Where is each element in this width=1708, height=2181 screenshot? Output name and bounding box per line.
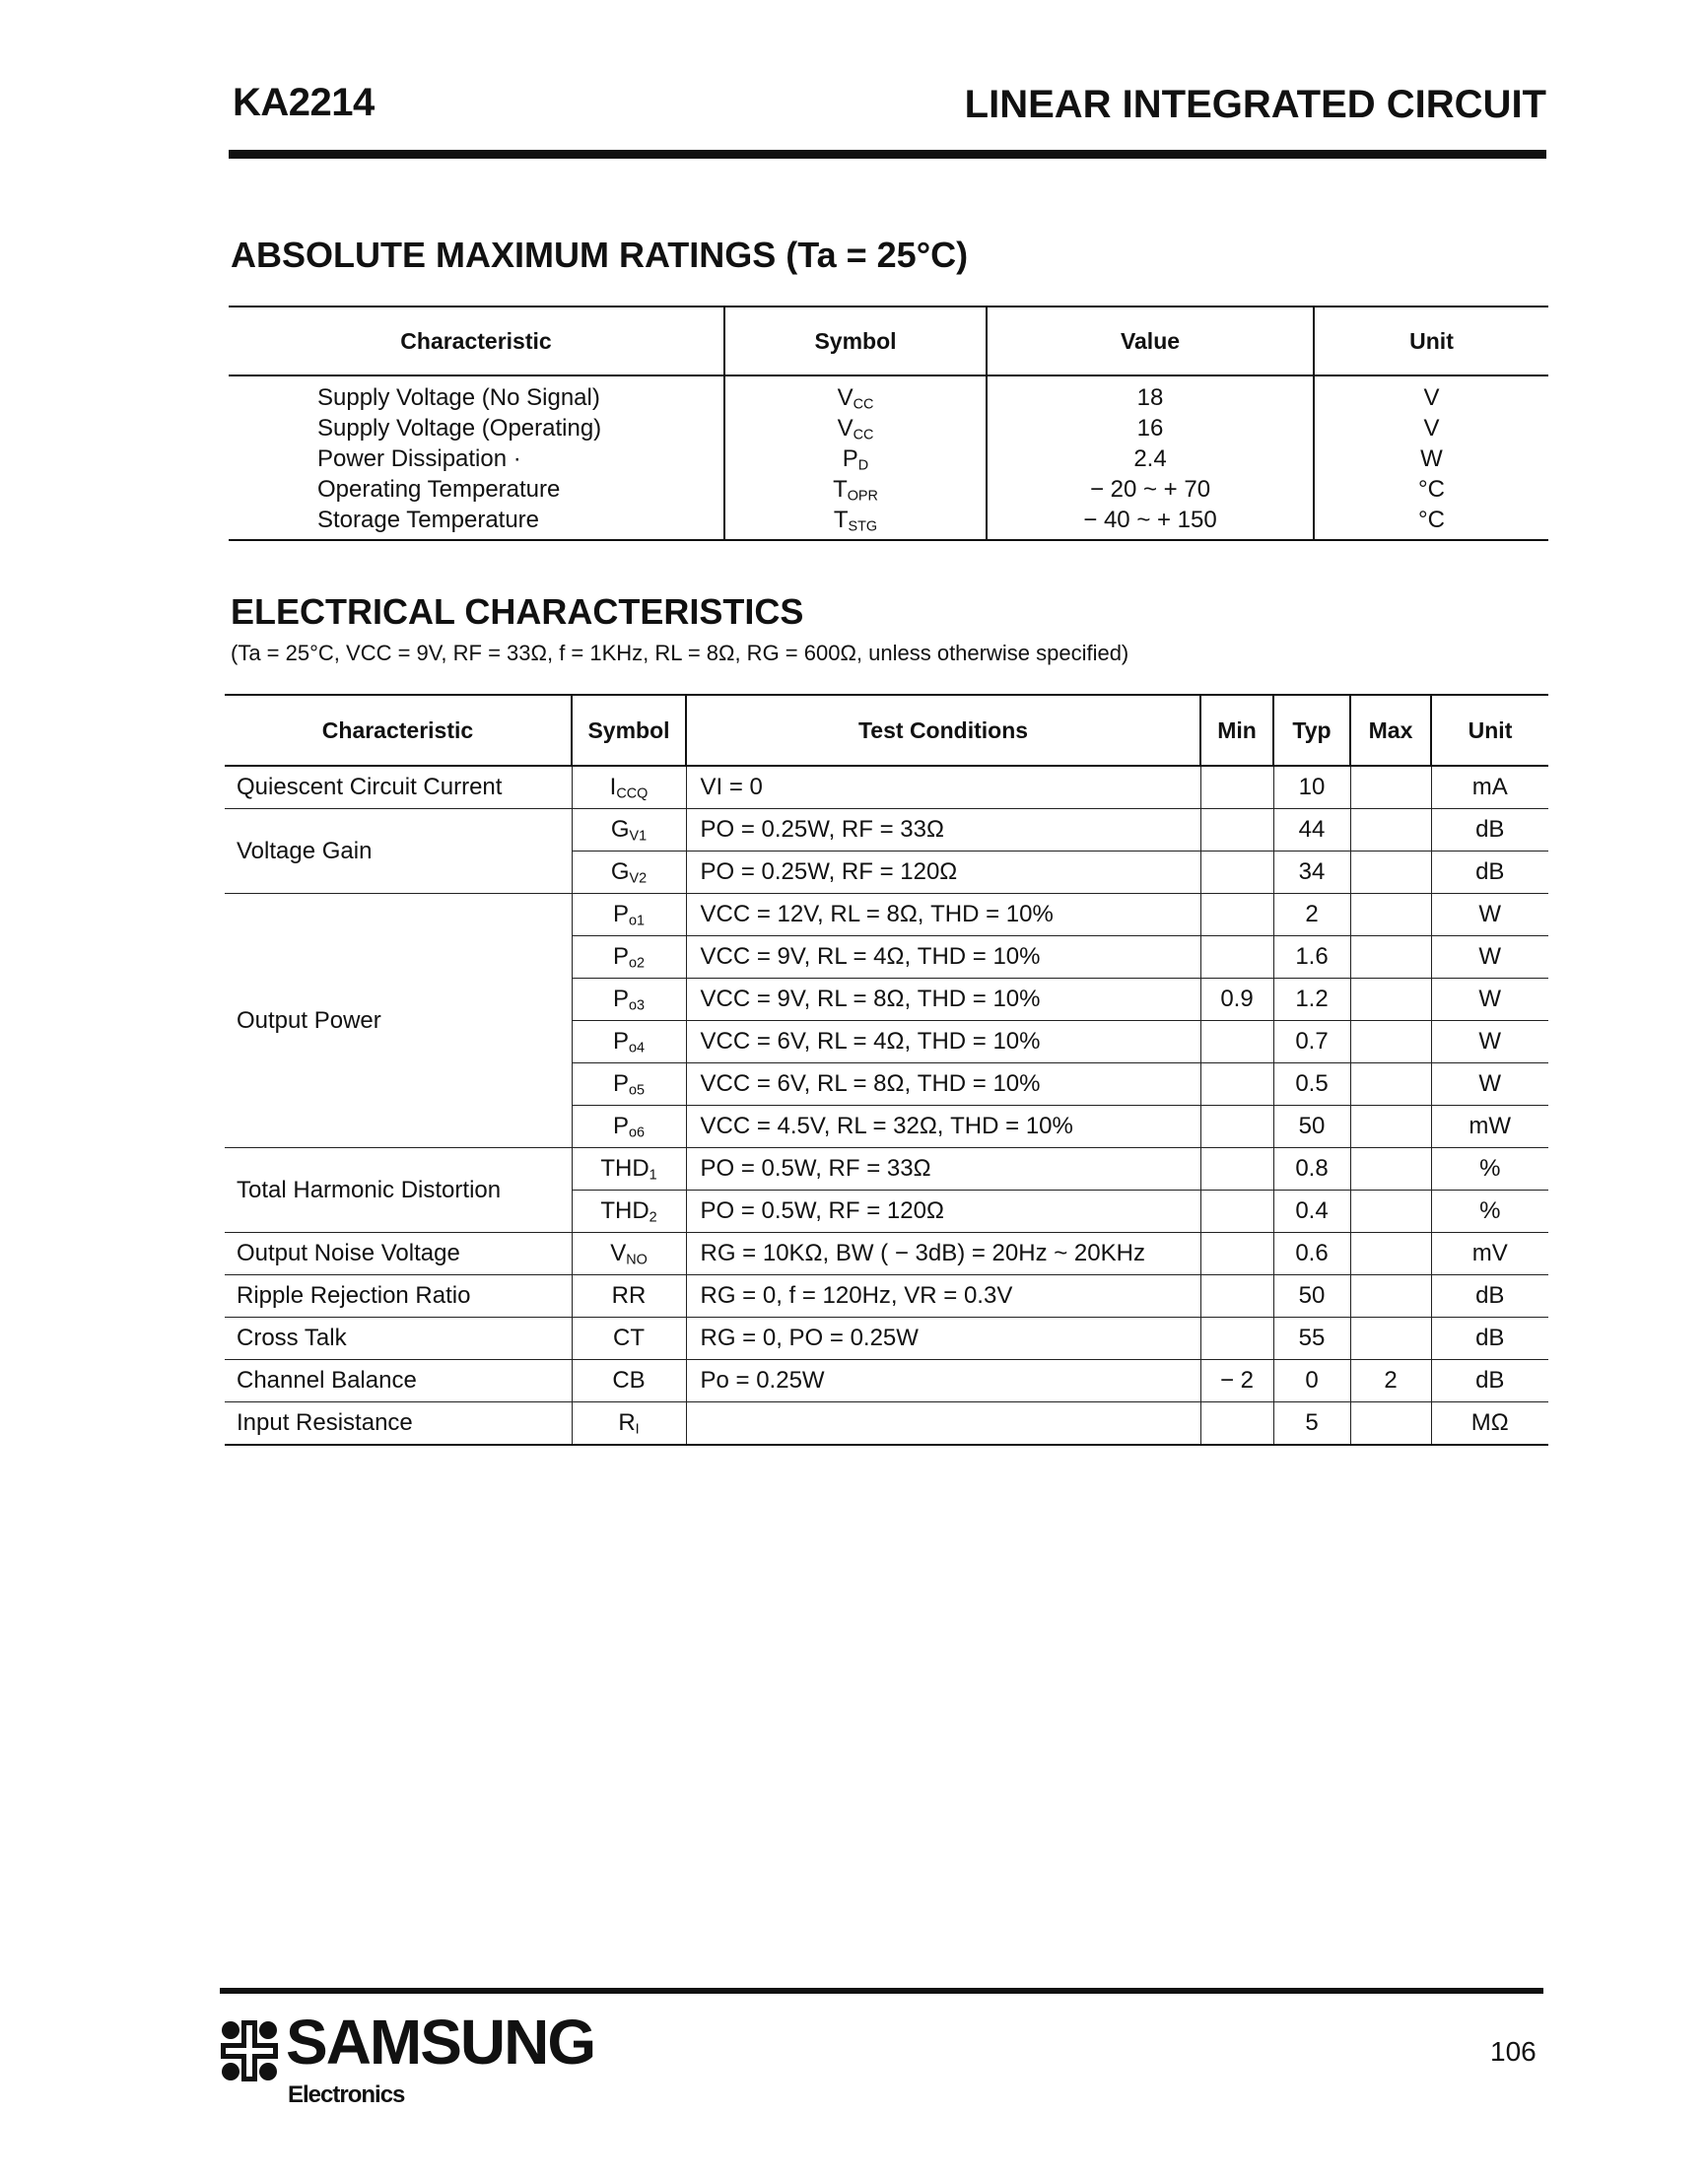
conditions-cell: VCC = 12V, RL = 8Ω, THD = 10%: [686, 894, 1200, 936]
characteristic-cell: Storage Temperature: [317, 506, 540, 533]
typ-cell: 34: [1273, 852, 1350, 894]
max-cell: [1350, 1318, 1431, 1360]
brand-subtitle: Electronics: [288, 2081, 405, 2108]
conditions-cell: VI = 0: [686, 766, 1200, 809]
symbol-cell: $R_I$: [572, 1402, 686, 1446]
max-cell: [1350, 936, 1431, 979]
min-cell: [1200, 894, 1273, 936]
table-row: [225, 1360, 1548, 1402]
min-cell: [1200, 1191, 1273, 1233]
typ-cell: 44: [1273, 809, 1350, 852]
min-cell: [1200, 1318, 1273, 1360]
characteristic-cell: Input Resistance: [225, 1402, 572, 1446]
table-row: [229, 375, 1548, 413]
typ-cell: 0.7: [1273, 1021, 1350, 1063]
absolute-maximum-ratings-table: [229, 306, 1548, 541]
typ-cell: 0.8: [1273, 1148, 1350, 1191]
conditions-cell: Po = 0.25W: [686, 1360, 1200, 1402]
symbol-cell: $P_D$: [724, 443, 987, 474]
characteristic-cell: Channel Balance: [225, 1360, 572, 1402]
characteristic-cell: Supply Voltage (Operating): [317, 414, 602, 442]
symbol-cell: RR: [572, 1275, 686, 1318]
symbol-cell: $V_{NO}$: [572, 1233, 686, 1275]
unit-cell: V: [1314, 413, 1548, 443]
max-cell: [1350, 1106, 1431, 1148]
min-cell: [1200, 809, 1273, 852]
max-cell: 2: [1350, 1360, 1431, 1402]
symbol-cell: $P_{o2}$: [572, 936, 686, 979]
unit-cell: mA: [1431, 766, 1548, 809]
unit-cell: °C: [1314, 474, 1548, 505]
symbol-cell: $G_{V2}$: [572, 852, 686, 894]
column-header: Characteristic: [225, 695, 572, 766]
min-cell: 0.9: [1200, 979, 1273, 1021]
characteristic-cell: Total Harmonic Distortion: [225, 1148, 572, 1233]
table-row: [225, 1275, 1548, 1318]
typ-cell: 1.2: [1273, 979, 1350, 1021]
symbol-cell: CT: [572, 1318, 686, 1360]
samsung-logo-icon: [221, 2020, 278, 2081]
max-cell: [1350, 1191, 1431, 1233]
column-header: Min: [1200, 695, 1273, 766]
min-cell: [1200, 1063, 1273, 1106]
typ-cell: 10: [1273, 766, 1350, 809]
value-cell: 18: [987, 375, 1314, 413]
column-header: Value: [987, 307, 1314, 375]
characteristic-cell: Voltage Gain: [225, 809, 572, 894]
table-row: [225, 1148, 1548, 1191]
unit-cell: W: [1431, 894, 1548, 936]
conditions-cell: VCC = 9V, RL = 8Ω, THD = 10%: [686, 979, 1200, 1021]
unit-cell: W: [1314, 443, 1548, 474]
max-cell: [1350, 766, 1431, 809]
min-cell: [1200, 766, 1273, 809]
min-cell: [1200, 852, 1273, 894]
typ-cell: 0: [1273, 1360, 1350, 1402]
symbol-cell: $P_{o6}$: [572, 1106, 686, 1148]
table-row: [225, 766, 1548, 809]
value-cell: 2.4: [987, 443, 1314, 474]
symbol-cell: $V_{CC}$: [724, 375, 987, 413]
typ-cell: 50: [1273, 1275, 1350, 1318]
column-header: Characteristic: [229, 307, 724, 375]
unit-cell: mV: [1431, 1233, 1548, 1275]
conditions-cell: [686, 1402, 1200, 1446]
test-conditions-note: (Ta = 25°C, VCC = 9V, RF = 33Ω, f = 1KHz, RL = 8Ω, RG = 600Ω, unless otherwise specified): [231, 641, 1129, 665]
column-header: Symbol: [572, 695, 686, 766]
typ-cell: 0.4: [1273, 1191, 1350, 1233]
min-cell: [1200, 1148, 1273, 1191]
column-header: Symbol: [724, 307, 987, 375]
unit-cell: W: [1431, 1021, 1548, 1063]
symbol-cell: CB: [572, 1360, 686, 1402]
symbol-cell: $G_{V1}$: [572, 809, 686, 852]
max-cell: [1350, 1233, 1431, 1275]
brand-name: SAMSUNG: [286, 2007, 595, 2078]
conditions-cell: RG = 0, PO = 0.25W: [686, 1318, 1200, 1360]
conditions-cell: VCC = 6V, RL = 4Ω, THD = 10%: [686, 1021, 1200, 1063]
symbol-cell: $V_{CC}$: [724, 413, 987, 443]
column-header: Typ: [1273, 695, 1350, 766]
symbol-cell: $P_{o5}$: [572, 1063, 686, 1106]
typ-cell: 0.6: [1273, 1233, 1350, 1275]
characteristic-cell: Ripple Rejection Ratio: [225, 1275, 572, 1318]
conditions-cell: PO = 0.5W, RF = 120Ω: [686, 1191, 1200, 1233]
header-divider: [229, 150, 1546, 159]
table-row: [229, 413, 1548, 443]
unit-cell: dB: [1431, 1360, 1548, 1402]
max-cell: [1350, 1021, 1431, 1063]
max-cell: [1350, 809, 1431, 852]
max-cell: [1350, 852, 1431, 894]
conditions-cell: VCC = 6V, RL = 8Ω, THD = 10%: [686, 1063, 1200, 1106]
unit-cell: dB: [1431, 852, 1548, 894]
column-header: Max: [1350, 695, 1431, 766]
electrical-characteristics-table: [225, 694, 1548, 1446]
footer-divider: [220, 1988, 1543, 1994]
unit-cell: %: [1431, 1191, 1548, 1233]
typ-cell: 0.5: [1273, 1063, 1350, 1106]
symbol-cell: $THD_2$: [572, 1191, 686, 1233]
symbol-cell: $THD_1$: [572, 1148, 686, 1191]
unit-cell: dB: [1431, 1318, 1548, 1360]
table-row: [229, 505, 1548, 540]
conditions-cell: PO = 0.25W, RF = 33Ω: [686, 809, 1200, 852]
column-header: Unit: [1314, 307, 1548, 375]
max-cell: [1350, 1063, 1431, 1106]
characteristic-cell: Operating Temperature: [317, 475, 561, 503]
typ-cell: 5: [1273, 1402, 1350, 1446]
table-row: [225, 1318, 1548, 1360]
unit-cell: dB: [1431, 1275, 1548, 1318]
value-cell: − 20 ~ + 70: [987, 474, 1314, 505]
conditions-cell: PO = 0.5W, RF = 33Ω: [686, 1148, 1200, 1191]
page-number: 106: [1490, 2036, 1537, 2067]
characteristic-cell: Quiescent Circuit Current: [225, 766, 572, 809]
max-cell: [1350, 1402, 1431, 1446]
max-cell: [1350, 1148, 1431, 1191]
max-cell: [1350, 894, 1431, 936]
typ-cell: 2: [1273, 894, 1350, 936]
table-row: [225, 809, 1548, 852]
typ-cell: 1.6: [1273, 936, 1350, 979]
max-cell: [1350, 1275, 1431, 1318]
min-cell: [1200, 936, 1273, 979]
symbol-cell: $I_{CCQ}$: [572, 766, 686, 809]
typ-cell: 50: [1273, 1106, 1350, 1148]
conditions-cell: RG = 0, f = 120Hz, VR = 0.3V: [686, 1275, 1200, 1318]
min-cell: − 2: [1200, 1360, 1273, 1402]
absolute-maximum-ratings-title: ABSOLUTE MAXIMUM RATINGS (Ta = 25°C): [231, 235, 969, 275]
unit-cell: V: [1314, 375, 1548, 413]
table-header-row: [225, 695, 1548, 766]
table-row: [225, 1233, 1548, 1275]
table-row: [229, 443, 1548, 474]
column-header: Test Conditions: [686, 695, 1200, 766]
unit-cell: °C: [1314, 505, 1548, 540]
unit-cell: W: [1431, 979, 1548, 1021]
table-row: [229, 474, 1548, 505]
symbol-cell: $T_{OPR}$: [724, 474, 987, 505]
conditions-cell: RG = 10KΩ, BW ( − 3dB) = 20Hz ~ 20KHz: [686, 1233, 1200, 1275]
unit-cell: W: [1431, 936, 1548, 979]
conditions-cell: VCC = 4.5V, RL = 32Ω, THD = 10%: [686, 1106, 1200, 1148]
min-cell: [1200, 1233, 1273, 1275]
min-cell: [1200, 1402, 1273, 1446]
unit-cell: MΩ: [1431, 1402, 1548, 1446]
electrical-characteristics-title: ELECTRICAL CHARACTERISTICS: [231, 591, 804, 632]
min-cell: [1200, 1021, 1273, 1063]
characteristic-cell: Cross Talk: [225, 1318, 572, 1360]
conditions-cell: PO = 0.25W, RF = 120Ω: [686, 852, 1200, 894]
unit-cell: %: [1431, 1148, 1548, 1191]
symbol-cell: $P_{o4}$: [572, 1021, 686, 1063]
document-type: LINEAR INTEGRATED CIRCUIT: [964, 83, 1546, 126]
unit-cell: dB: [1431, 809, 1548, 852]
column-header: Unit: [1431, 695, 1548, 766]
min-cell: [1200, 1106, 1273, 1148]
characteristic-cell: Output Noise Voltage: [225, 1233, 572, 1275]
part-number: KA2214: [233, 81, 375, 124]
min-cell: [1200, 1275, 1273, 1318]
symbol-cell: $T_{STG}$: [724, 505, 987, 540]
unit-cell: mW: [1431, 1106, 1548, 1148]
unit-cell: W: [1431, 1063, 1548, 1106]
symbol-cell: $P_{o3}$: [572, 979, 686, 1021]
characteristic-cell: Output Power: [225, 894, 572, 1148]
characteristic-cell: Supply Voltage (No Signal): [317, 383, 600, 411]
value-cell: − 40 ~ + 150: [987, 505, 1314, 540]
table-row: [225, 1402, 1548, 1446]
table-header-row: [229, 307, 1548, 375]
table-row: [225, 894, 1548, 936]
conditions-cell: VCC = 9V, RL = 4Ω, THD = 10%: [686, 936, 1200, 979]
symbol-cell: $P_{o1}$: [572, 894, 686, 936]
characteristic-cell: Power Dissipation ·: [317, 444, 521, 472]
typ-cell: 55: [1273, 1318, 1350, 1360]
value-cell: 16: [987, 413, 1314, 443]
max-cell: [1350, 979, 1431, 1021]
